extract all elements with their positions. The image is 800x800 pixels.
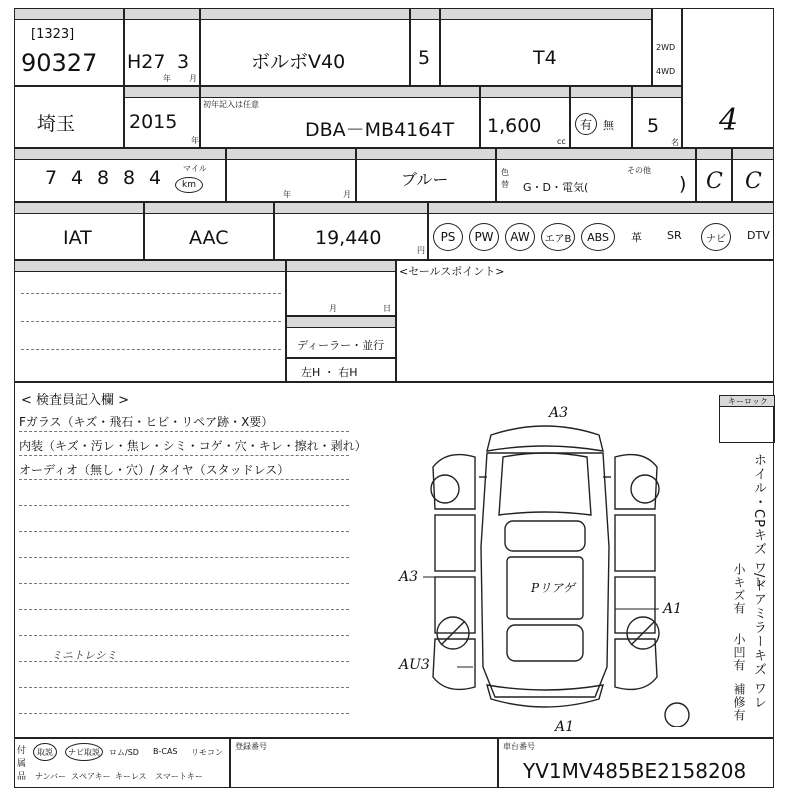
doors-box <box>410 8 440 86</box>
price: 19,440 <box>315 227 382 249</box>
mileage-digits <box>41 167 165 189</box>
price-box <box>274 202 428 260</box>
mark-top: A3 <box>549 405 569 421</box>
region-box <box>14 86 124 148</box>
interior-grade-box <box>732 148 774 202</box>
right-front-fender <box>615 455 657 509</box>
mileage-box <box>14 148 226 202</box>
displacement-box <box>480 86 570 148</box>
grade: T4 <box>533 47 557 69</box>
drive-4wd: 4WD <box>656 67 676 76</box>
shaken-box <box>226 148 356 202</box>
mileage-digit: 4 <box>148 167 162 189</box>
reg-number-box <box>230 738 498 788</box>
region: 埼玉 <box>37 113 76 135</box>
mark-bottom: A1 <box>555 719 575 735</box>
transmission: IAT <box>63 227 92 249</box>
number-plate: ナンバー <box>35 772 67 781</box>
left-rear-door <box>435 577 475 633</box>
lot-number: 90327 <box>21 49 98 77</box>
first-reg-year: 2015 <box>129 111 178 133</box>
date-day: 日 <box>383 304 391 313</box>
model-code: DBA－MB4164T <box>305 119 455 141</box>
interior-grade: C <box>745 169 762 194</box>
spare-wheel <box>665 703 689 727</box>
keyless: キーレス <box>115 772 147 781</box>
note-mirror-scratch: /ドアミラーキズ ワレ <box>751 573 766 710</box>
left-front-fender <box>433 455 475 509</box>
inspector-box <box>14 382 774 738</box>
lot-box <box>14 8 124 86</box>
steering: 左H ・ 右H <box>301 366 358 379</box>
inspector-line-3: オーディオ（無し・穴）/ タイヤ（スタッドレス） <box>19 463 290 477</box>
windshield <box>505 521 585 551</box>
color-label: 色替 <box>501 168 509 189</box>
left-front-door <box>435 515 475 571</box>
keyless-header-box <box>719 395 775 443</box>
rear-window <box>507 625 583 661</box>
manual-circle: 取説 <box>33 743 57 761</box>
note-small-dent: 小凹有 <box>732 633 746 672</box>
rear-bumper <box>487 685 603 707</box>
drive-2wd: 2WD <box>656 43 676 52</box>
remote: リモコン <box>191 748 223 757</box>
dealer: ディーラー・並行 <box>297 339 385 352</box>
mileage-unit-mile: マイル <box>183 164 207 173</box>
sales-point-box <box>396 260 774 382</box>
smart-key: スマートキー <box>155 772 203 781</box>
equipment-box <box>428 202 774 260</box>
drive-box <box>652 8 682 86</box>
right-rear-door <box>615 577 655 633</box>
left-front-wheel <box>431 475 459 503</box>
price-unit: 円 <box>417 246 425 255</box>
accessories-box <box>14 738 230 788</box>
grade-box <box>440 8 652 86</box>
turbo-box <box>570 86 632 148</box>
score-box <box>682 8 774 148</box>
shaken-month-unit: 月 <box>343 190 351 199</box>
auction-sheet <box>14 8 774 788</box>
registration-month: 3 <box>177 51 190 73</box>
doors: 5 <box>418 47 431 69</box>
ari-circle: 有 <box>575 113 597 135</box>
note-small-scratch: 小キズ有 <box>732 563 746 615</box>
front-bumper <box>487 426 603 451</box>
b-cas: B-CAS <box>153 747 178 756</box>
year-unit: 年 <box>163 74 171 83</box>
hood <box>499 453 591 515</box>
color-change-box <box>496 148 696 202</box>
shaken-year-unit: 年 <box>283 190 291 199</box>
year-box <box>124 8 200 86</box>
note-repaired: 補修有 <box>732 683 746 722</box>
close-paren: ) <box>679 173 687 195</box>
first-reg-year-unit: 年 <box>191 136 199 145</box>
color-box <box>356 148 496 202</box>
handwritten-score: 4 <box>719 103 739 138</box>
seats: 5 <box>647 115 660 137</box>
other-label: その他 <box>627 166 651 175</box>
keyless-header: キーロック <box>728 397 768 406</box>
abs-circle: ABS <box>581 223 615 251</box>
right-front-wheel <box>631 475 659 503</box>
mileage-digit: 7 <box>44 167 58 189</box>
pw-circle: PW <box>469 223 499 251</box>
mark-left: A3 <box>399 569 419 585</box>
aw-circle: AW <box>505 223 535 251</box>
car-name: ボルボV40 <box>251 51 346 73</box>
model-code-box <box>200 86 480 148</box>
exterior-grade-box <box>696 148 732 202</box>
date-month: 月 <box>329 304 337 313</box>
aircon-box <box>144 202 274 260</box>
first-reg-caption: 初年記入は任意 <box>203 100 259 109</box>
inspector-line-1: Fガラス（キズ・飛石・ヒビ・リペア跡・X要） <box>19 415 274 429</box>
first-reg-box <box>124 86 200 148</box>
mileage-digit: 4 <box>70 167 84 189</box>
airbag-circle: エアB <box>541 223 575 251</box>
note-wheel-scratch: ホイル・CPキズ ワレ <box>751 453 766 590</box>
transmission-box <box>14 202 144 260</box>
dealer-box <box>286 316 396 358</box>
mileage-digit: 8 <box>122 167 136 189</box>
left-rear-fender <box>433 639 475 689</box>
car-diagram <box>395 397 695 727</box>
era-year: H27 <box>127 51 166 73</box>
date-box <box>286 260 396 316</box>
nav-manual-circle: ナビ取説 <box>65 743 103 761</box>
vin: YV1MV485BE2158208 <box>523 759 747 783</box>
ps-circle: PS <box>433 223 463 251</box>
inspector-line-2: 内装（キズ・汚レ・焦レ・シミ・コゲ・穴・キレ・擦れ・剥れ） <box>19 439 367 453</box>
accessories-label: 付属品 <box>17 746 27 782</box>
mark-left-bottom: AU3 <box>399 657 430 673</box>
rom-sd: ロム/SD <box>109 748 139 757</box>
mark-right: A1 <box>663 601 683 617</box>
vin-label: 車台番号 <box>503 742 535 751</box>
mark-roof: Pリアゲ <box>531 581 575 595</box>
lot-bracket: [1323] <box>31 27 75 42</box>
handwritten-note: ミニトレシミ <box>51 649 117 662</box>
nashi: 無 <box>603 119 614 132</box>
vin-box <box>498 738 774 788</box>
month-unit: 月 <box>189 74 197 83</box>
seats-unit: 名 <box>671 138 679 147</box>
car-name-box <box>200 8 410 86</box>
km-circle: km <box>175 177 203 193</box>
seats-box <box>632 86 682 148</box>
color-options: G・D・電気( <box>523 181 589 194</box>
dtv: DTV <box>747 229 770 242</box>
exterior-grade: C <box>706 169 723 194</box>
remarks-box <box>14 260 286 382</box>
inspector-title: < 検査員記入欄 > <box>21 393 130 408</box>
spare-key: スペアキー <box>71 772 111 781</box>
reg-number-label: 登録番号 <box>235 742 267 751</box>
right-front-door <box>615 515 655 571</box>
aircon: AAC <box>189 227 229 249</box>
sunroof: SR <box>667 229 682 242</box>
nav-circle: ナビ <box>701 223 731 251</box>
color: ブルー <box>401 170 449 189</box>
steering-box <box>286 358 396 382</box>
sales-point-label: <セールスポイント> <box>399 265 505 278</box>
mileage-digit: 8 <box>96 167 110 189</box>
cc-unit: cc <box>557 137 566 146</box>
displacement: 1,600 <box>487 115 542 137</box>
leather: 革 <box>631 231 642 244</box>
